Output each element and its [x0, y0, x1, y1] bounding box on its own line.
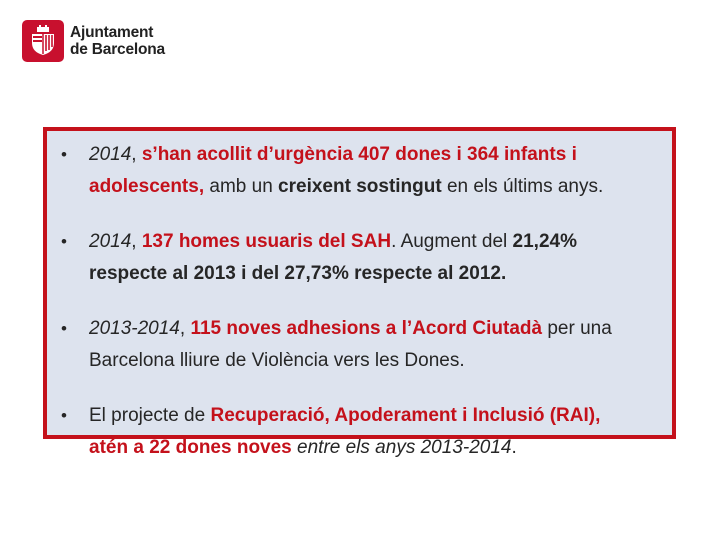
bullet-item [59, 139, 666, 203]
bullet-line [89, 432, 666, 464]
text-segment: atén a 22 dones noves [89, 437, 292, 458]
bullet-dot-icon: • [61, 145, 67, 164]
text-segment: , [131, 144, 142, 165]
highlights-panel [43, 127, 676, 458]
text-segment: Recuperació, Apoderament i Inclusió (RAI), [210, 405, 601, 426]
text-segment: . [511, 437, 517, 458]
text-segment: amb un [204, 176, 279, 197]
text-segment: respecte al 2013 i del 27,73% respecte al 2012. [89, 263, 507, 284]
text-segment: , [131, 231, 142, 252]
bullet-item [59, 400, 666, 464]
logo-line-1: Ajuntament [70, 24, 154, 41]
text-segment: 115 noves adhesions a l’Acord Ciutadà [190, 318, 543, 339]
text-segment: per una [542, 318, 612, 339]
text-segment: 21,24% [512, 231, 577, 252]
bullet-line [89, 171, 666, 203]
text-segment: s’han acollit d’urgència 407 dones i 364 infants i [141, 144, 577, 165]
bullet-line [89, 258, 666, 290]
text-segment: El projecte de [89, 405, 211, 426]
text-segment: 137 homes usuaris del SAH [141, 231, 392, 252]
bullet-line [89, 313, 666, 345]
bullet-line [89, 345, 666, 377]
bullet-line [89, 139, 666, 171]
bullet-dot-icon: • [61, 406, 67, 425]
text-segment: en els últims anys. [441, 176, 604, 197]
text-segment: 2013-2014 [89, 318, 180, 339]
bullet-dot-icon: • [61, 232, 67, 251]
bullet-item [59, 226, 666, 290]
text-segment: adolescents, [89, 176, 205, 197]
bullet-line [89, 226, 666, 258]
logo-line-2: de Barcelona [70, 41, 165, 58]
bullet-item [59, 313, 666, 377]
text-segment: 2014 [89, 231, 132, 252]
text-segment: . Augment del [391, 231, 513, 252]
bullet-dot-icon: • [61, 319, 67, 338]
text-segment: entre els anys 2013-2014 [291, 437, 512, 458]
barcelona-coat-of-arms-icon [22, 20, 64, 62]
text-segment: creixent sostingut [278, 176, 442, 197]
bullet-line [89, 400, 666, 432]
text-segment: 2014 [89, 144, 132, 165]
ajuntament-logo [22, 20, 165, 62]
text-segment: Barcelona lliure de Violència vers les Dones. [89, 350, 465, 371]
text-segment: , [179, 318, 191, 339]
logo-wordmark [70, 24, 165, 58]
